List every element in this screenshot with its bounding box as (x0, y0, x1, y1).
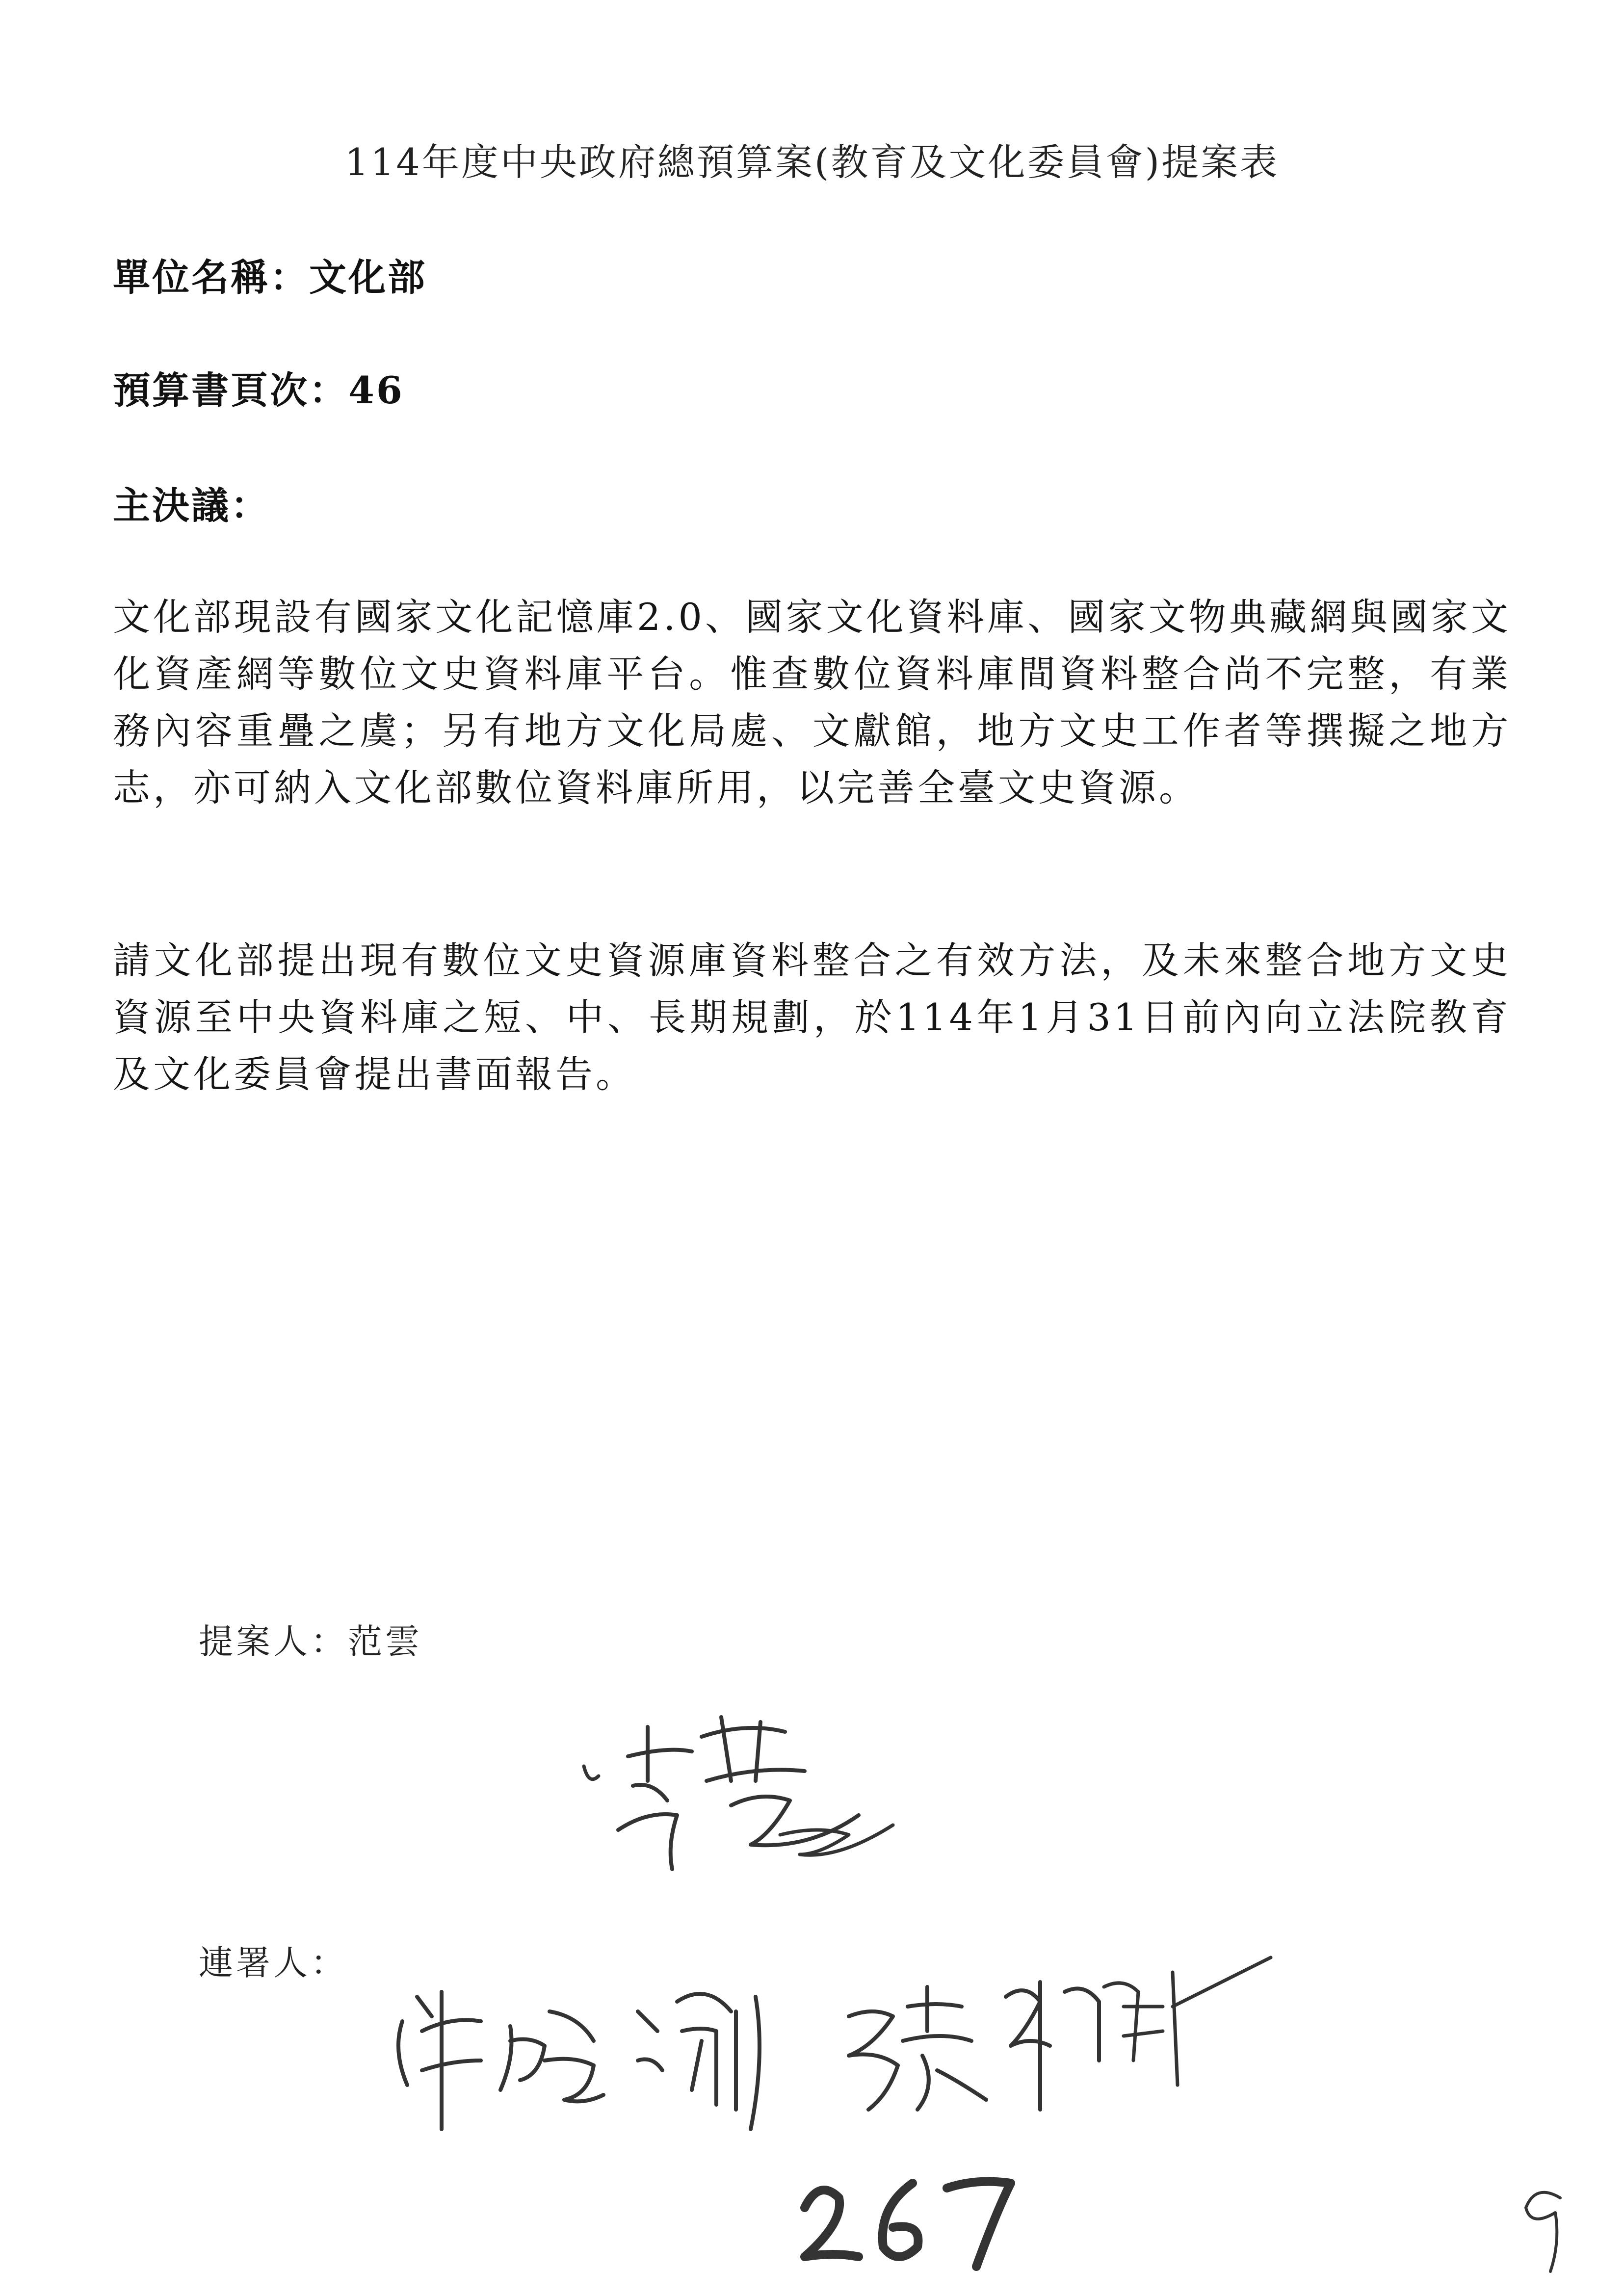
cosigner-label: 連署人： (199, 1943, 348, 1983)
proposer-name: 范雲 (348, 1621, 422, 1662)
budget-page-label: 預算書頁次： (113, 368, 348, 412)
cosigner-signature-2 (829, 1928, 1300, 2159)
resolution-paragraph-2: 請文化部提出現有數位文史資源庫資料整合之有效方法，及未來整合地方文史資源至中央資料庫之短、中、長期規劃，於114年1月31日前內向立法院教育及文化委員會提出書面報告。 (113, 939, 1511, 1096)
cosigner-line (199, 1935, 348, 1985)
handwritten-number (785, 2154, 1040, 2281)
proposer-line (199, 1614, 422, 1664)
main-resolution-label: 主決議： (113, 484, 270, 527)
budget-page-value: 46 (348, 368, 404, 412)
budget-page-field (113, 361, 404, 414)
cosigner-signature-1 (383, 1953, 824, 2159)
unit-label: 單位名稱： (113, 256, 309, 299)
unit-field (113, 248, 427, 301)
proposer-signature (574, 1707, 917, 1894)
resolution-paragraph-1: 文化部現設有國家文化記憶庫2.0、國家文化資料庫、國家文物典藏網與國家文化資產網等數位文史資料庫平台。惟查數位資料庫間資料整合尚不完整，有業務內容重疊之虞；另有地方文化局處、文獻館，地方文史工作者等撰擬之地方志，亦可納入文化部數位資料庫所用，以完善全臺文史資源。 (113, 595, 1511, 809)
page-title: 114年度中央政府總預算案(教育及文化委員會)提案表 (344, 140, 1280, 184)
unit-value: 文化部 (309, 256, 427, 299)
page-number-mark (1511, 2178, 1585, 2276)
proposer-label: 提案人： (199, 1621, 348, 1662)
